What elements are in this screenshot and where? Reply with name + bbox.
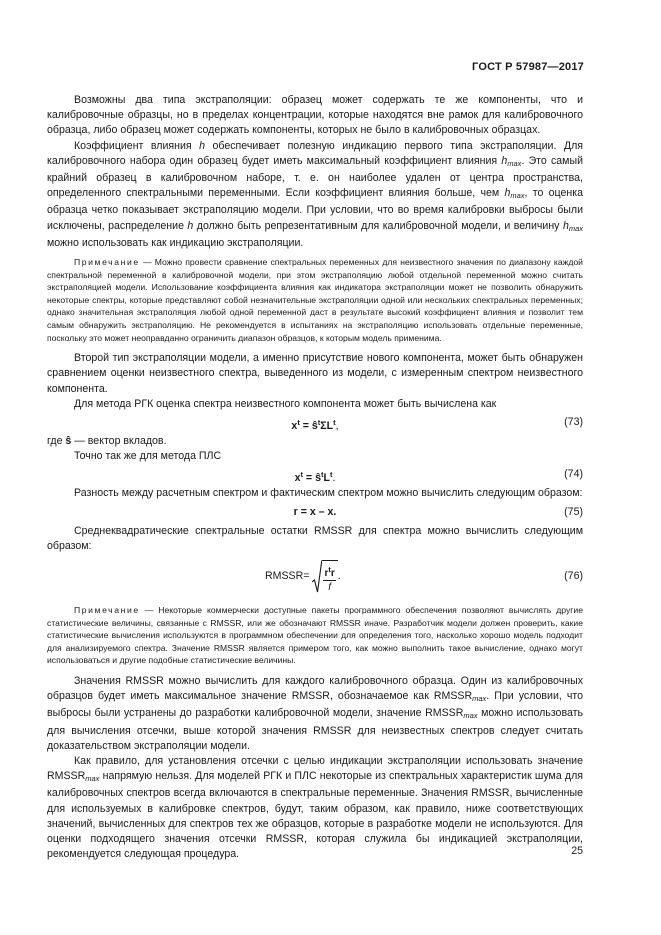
equation-73 bbox=[47, 412, 583, 434]
paragraph-second-type: Второй тип экстраполяции модели, а именно присутствие нового компонента, может быть обнаружен сравнением оценки неизвестного спектра, выведенного из модели, с измеренным спектром неизвестного компонента. bbox=[47, 352, 583, 395]
equation-74 bbox=[47, 464, 583, 486]
equation-75-number: (75) bbox=[564, 505, 583, 518]
document-body bbox=[47, 93, 583, 862]
equation-76-number: (76) bbox=[564, 570, 583, 583]
radical-sign-icon bbox=[312, 560, 322, 594]
equation-74-number: (74) bbox=[564, 468, 583, 481]
note-label: Примечание bbox=[74, 257, 140, 268]
paragraph-cutoff-procedure: Как правило, для установления отсечки с целью индикации экстраполяции использовать значение $RMSSR_{max}$ напрямую нельзя. Для моделей РГК и ПЛС некоторые из спектральных характеристик шума для калибровочных спектров всегда включаются в спектральные переменные. Значения RMSSR, вычисленные для используемых в калибровке спектров, будут, таким образом, как правило, ниже соответствующих значений, вычисленных для спектров тех же образцов, которые в разработке модели не используются. Для оценки подходящего значения отсечки RMSSR, которая служила бы индикацией экстраполяции, рекомендуется следующая процедура. bbox=[47, 755, 583, 861]
fraction-denominator: f bbox=[328, 582, 331, 594]
note-label: Примечание bbox=[74, 605, 140, 616]
note-2: Примечание — Некоторые коммерчески доступные пакеты программного обеспечения позволяют вычислять другие статистические величины, связанные с RMSSR, или же обозначают RMSSR иначе. Разработчик модели должен проверить, какие статистические вычисления используются в программном обеспечении для определения того, насколько хорошо модель подходит для анализируемого спектра. Значение RMSSR является примером того, как можно выполнить такое вычисление, однако могут использоваться и другие подобные статистические величины. bbox=[47, 605, 583, 666]
paragraph-influence-coefficient: Коэффициент влияния h обеспечивает полезную индикацию первого типа экстраполяции. Для калибровочного набора один образец будет иметь максимальный коэффициент влияния $h_{max}$. Это самый крайний образец в калибровочном наборе, т. е. он наиболее удален от центра пространства, определенного спектральными переменными. Если коэффициент влияния больше, чем $h_{max}$, то оценка образца четко показывает экстраполяцию модели. При условии, что во время калибровки выбросы были исключены, распределение h должно быть репрезентативным для калибровочной модели, и величину $h_{max}$ можно использовать как индикацию экстраполяции. bbox=[47, 139, 584, 249]
equation-76 bbox=[47, 558, 583, 598]
fraction-numerator: $r^tr$ bbox=[324, 565, 335, 580]
equation-76-formula: RMSSR = $\frac{r^tr}{f}$ . bbox=[265, 560, 341, 594]
paragraph-pcr-method: Для метода РГК оценка спектра неизвестного компонента может быть вычислена как bbox=[74, 397, 497, 410]
equation-75-formula: r = x – x. bbox=[293, 505, 337, 518]
note-1: Примечание — Можно провести сравнение спектральных переменных для неизвестного значения по диапазону каждой спектральной переменной в калибровочной модели, при этом экстраполяцию любой отдельной переменной можно считать экстраполяцией модели. Использование коэффициента влияния как индикатора экстраполяции может не позволить обнаружить некоторые спектры, которые представляют собой незначительные экстраполяции одной или нескольких спектральных переменных; однако значительная экстраполяция любой одной переменной даст в результате высокий коэффициент влияния и позволит тем самым обнаружить экстраполяцию. Не рекомендуется в испытаниях на экстраполяцию использовать отдельные переменные, поскольку это может неоправданно ограничить диапазон образцов, к которым модель применима. bbox=[47, 257, 583, 343]
equation-74-formula: $x^t$ = $ŝ^tL^t$. bbox=[294, 470, 336, 485]
paragraph-difference: Разность между расчетным спектром и фактическим спектром можно вычислить следующим образом: bbox=[74, 487, 583, 500]
standard-code: ГОСТ Р 57987—2017 bbox=[472, 61, 584, 73]
paragraph-rmssr-max: Значения RMSSR можно вычислить для каждого калибровочного образца. Один из калибровочных образцов будет иметь максимальное значение RMSSR, обозначаемое как $RMSSR_{max}$. При условии, что выбросы были устранены до разработки калибровочной модели, значение $RMSSR_{max}$ можно использовать для вычисления отсечки, выше которой значения RMSSR для неизвестных спектров следует считать доказательством экстраполяции модели. bbox=[47, 674, 583, 752]
equation-73-number: (73) bbox=[564, 416, 583, 428]
equation-75 bbox=[47, 502, 583, 524]
paragraph-rmssr-definition: Среднеквадратические спектральные остатки RMSSR для спектра можно вычислить следующим образом: bbox=[47, 524, 583, 552]
paragraph-where: где ŝ — вектор вкладов. bbox=[47, 435, 167, 447]
equation-73-formula: $x^t$ = $ŝ^t\Sigma L^t$, bbox=[291, 418, 339, 432]
paragraph-extrapolation-types: Возможны два типа экстраполяции: образец может содержать те же компоненты, что и калибровочные образцы, но в пределах концентрации, которые находятся вне рамок для калибровочного образца, либо образец может содержать компоненты, которых не было в калибровочных образцах. bbox=[47, 94, 583, 137]
square-root bbox=[312, 560, 337, 594]
page-number: 25 bbox=[571, 845, 583, 857]
paragraph-pls-method: Точно так же для метода ПЛС bbox=[74, 450, 222, 463]
